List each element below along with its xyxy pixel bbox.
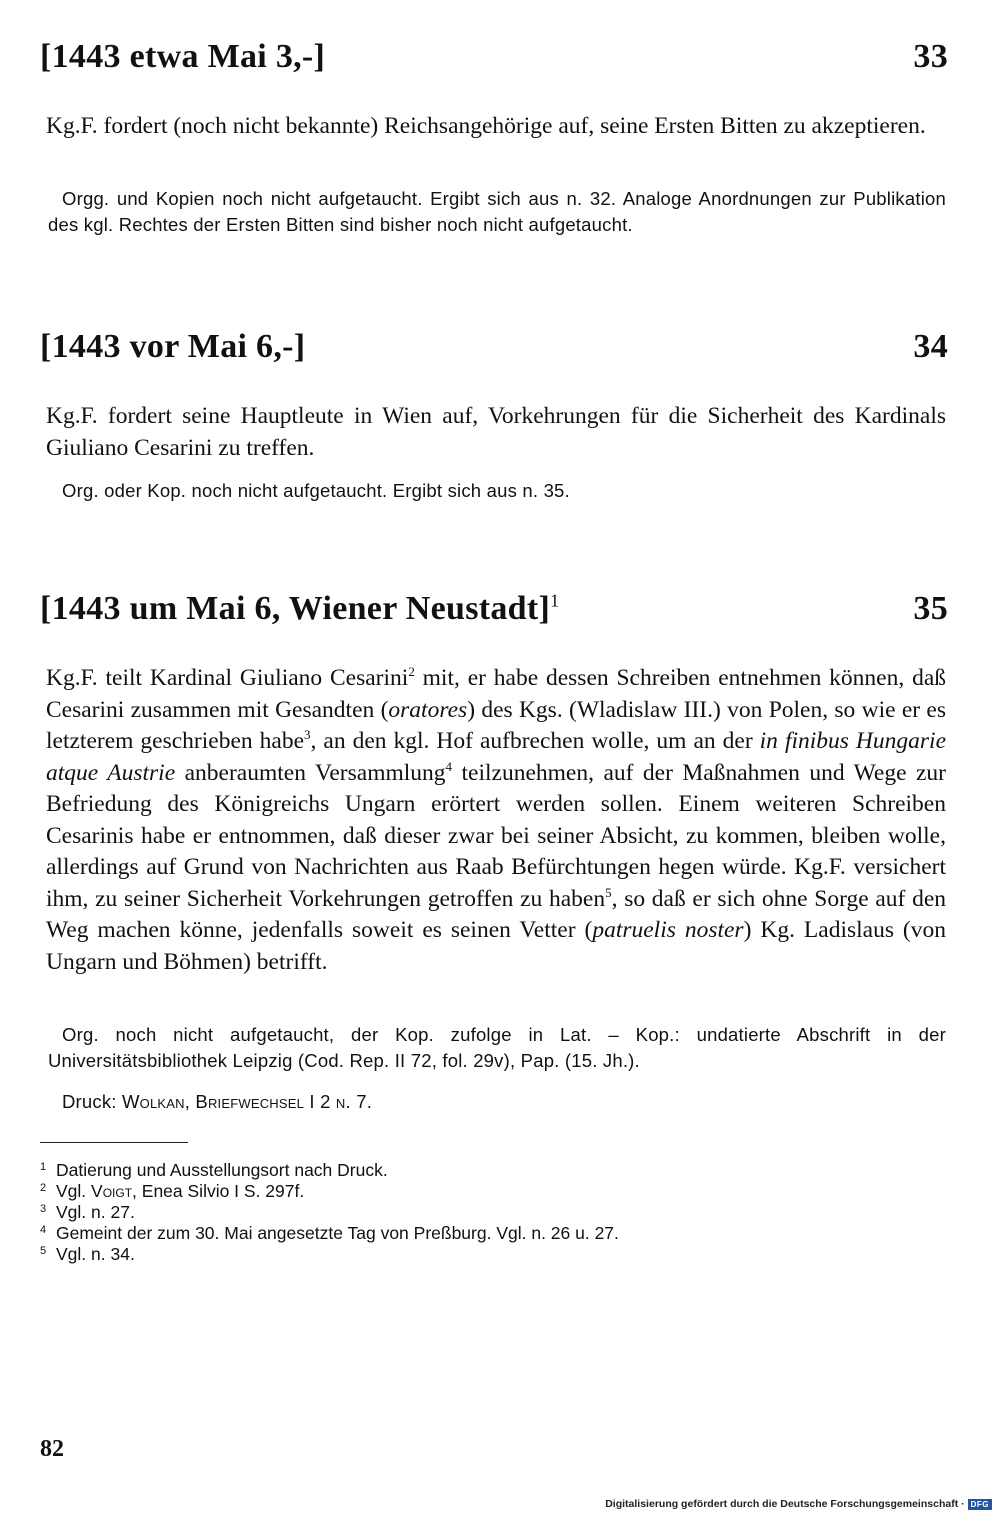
credit-text: Digitalisierung gefördert durch die Deutsche Forschungsgemeinschaft · xyxy=(605,1498,965,1510)
footnote-rule xyxy=(40,1142,188,1143)
footnote-ref: 5 xyxy=(605,884,612,900)
footnote-ref: 3 xyxy=(304,727,311,743)
source-note xyxy=(48,186,946,238)
entry-number: 35 xyxy=(913,590,948,627)
footnote: 5 Vgl. n. 34. xyxy=(40,1244,135,1264)
latin-term: oratores xyxy=(388,696,468,723)
entry-heading-34 xyxy=(40,328,948,366)
footnote: 4 Gemeint der zum 30. Mai angesetzte Tag von Preßburg. Vgl. n. 26 u. 27. xyxy=(40,1223,619,1243)
entry-heading-35 xyxy=(40,590,948,628)
entry-number: 34 xyxy=(913,328,948,365)
source-note-text: Org. oder Kop. noch nicht aufgetaucht. Ergibt sich aus n. 35. xyxy=(62,480,570,501)
source-note xyxy=(48,1022,946,1074)
latin-term: patruelis noster xyxy=(592,917,744,943)
footnote-ref: 4 xyxy=(445,758,453,774)
footnote: 3 Vgl. n. 27. xyxy=(40,1202,135,1222)
footnotes xyxy=(40,1160,800,1265)
author-name: Wolkan, Briefwechsel xyxy=(122,1091,305,1112)
entry-date: [1443 um Mai 6, Wiener Neustadt]$^1$ xyxy=(40,590,560,627)
footnote-ref: 2 xyxy=(408,664,415,680)
footnote: 1 Datierung und Ausstellungsort nach Druck. xyxy=(40,1160,388,1180)
footnote: 2 Vgl. Voigt, Enea Silvio I S. 297f. xyxy=(40,1181,305,1201)
entry-number: 33 xyxy=(913,38,948,75)
entry-date: [1443 vor Mai 6,-] xyxy=(40,328,306,365)
entry-heading-33 xyxy=(40,38,948,76)
regest-text: Kg.F. fordert seine Hauptleute in Wien auf, Vorkehrungen für die Sicherheit des Kardinals Giuliano Cesarini zu treffen. xyxy=(46,403,946,461)
print-reference: Druck: Wolkan, Briefwechsel I 2 n. 7. xyxy=(62,1091,373,1112)
regest-text: Kg.F. teilt Kardinal Giuliano Cesarini$^2$ mit, er habe dessen Schreiben entnehmen können, daß Cesarini zusammen mit Gesandten (oratores) des Kgs. (Wladislaw III.) von Polen, so wie er es letzterem geschrieben habe$^3$, an den kgl. Hof aufbrechen wolle, um an der in finibus Hungarie atque Austrie anberaumten Versammlung$^4$ teilzunehmen, auf der Maßnahmen und Wege zur Befriedung des Königreichs Ungarn erörtert werden sollen. Einem weiteren Schreiben Cesarinis habe er entnommen, daß dieser zwar bei seiner Absicht, zu kommen, bleiben wolle, allerdings auf Grund von Nachrichten aus Raab Befürchtungen hegen würde. Kg.F. versichert ihm, zu seiner Sicherheit Vorkehrungen getroffen zu haben$^5$, so daß er sich ohne Sorge auf den Weg machen könne, jedenfalls soweit es seinen Vetter (patruelis noster) Kg. Ladislaus (von Ungarn und Böhmen) betrifft. xyxy=(46,664,946,975)
entry-date: [1443 etwa Mai 3,-] xyxy=(40,38,326,75)
dfg-logo: DFG xyxy=(968,1499,992,1510)
footnote-ref: 1 xyxy=(550,590,560,611)
source-note-text: Orgg. und Kopien noch nicht aufgetaucht. Ergibt sich aus n. 32. Analoge Anordnungen zur Publikation des kgl. Rechtes der Ersten Bitten sind bisher noch nicht aufgetaucht. xyxy=(48,188,946,235)
regest-text: Kg.F. fordert (noch nicht bekannte) Reichsangehörige auf, seine Ersten Bitten zu akzeptieren. xyxy=(46,113,926,139)
page-number: 82 xyxy=(40,1436,64,1462)
latin-term: in finibus Hungarie atque Austrie xyxy=(46,728,946,786)
source-note xyxy=(48,478,946,504)
dfg-credit xyxy=(605,1498,992,1510)
source-note-text: Org. noch nicht aufgetaucht, der Kop. zufolge in Lat. – Kop.: undatierte Abschrift in der Universitätsbibliothek Leipzig (Cod. Rep. II 72, fol. 29v), Pap. (15. Jh.). xyxy=(48,1024,946,1071)
